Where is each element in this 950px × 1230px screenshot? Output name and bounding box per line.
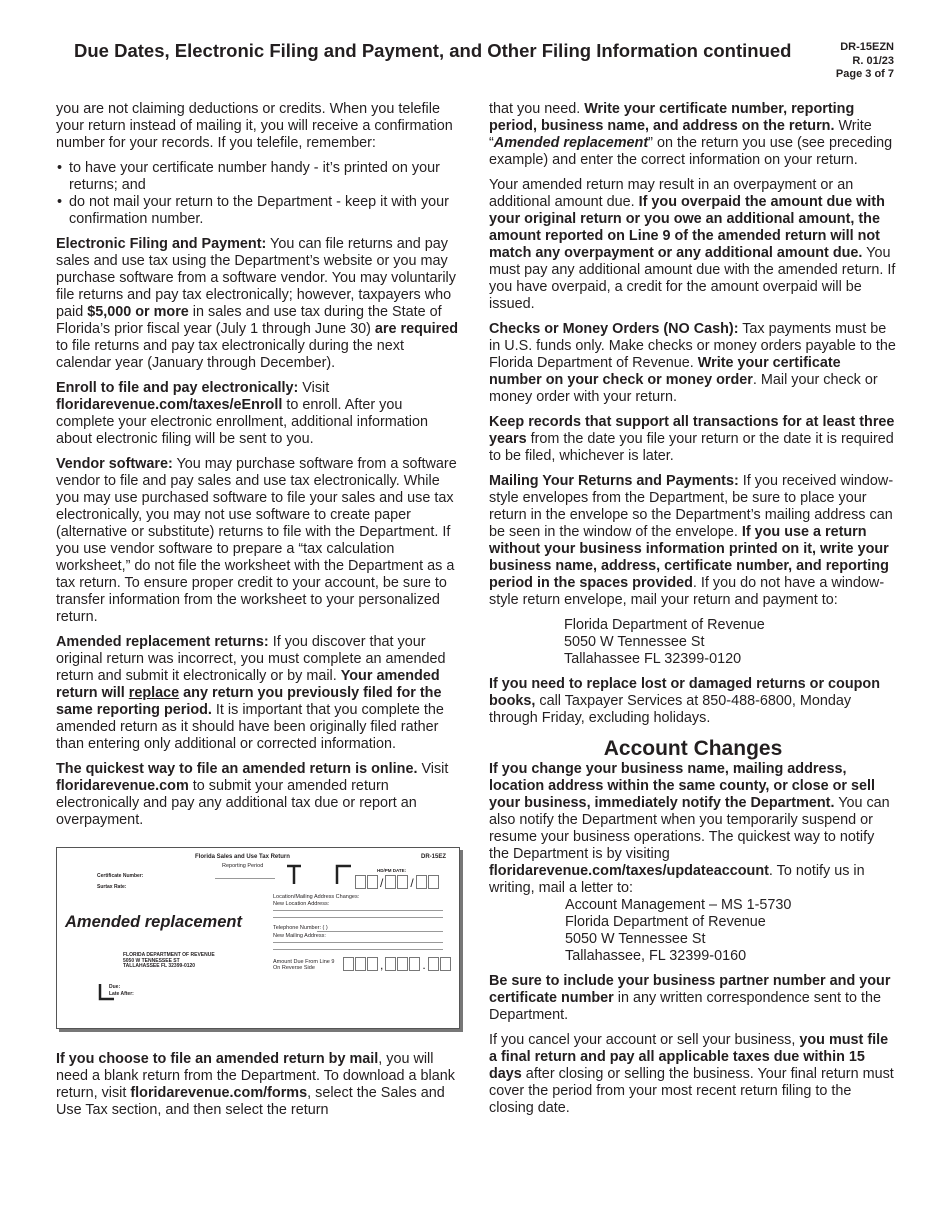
emphasis-part: any return you previously filed for the same reporting period. [56, 685, 442, 718]
paragraph-text: You must pay any additional amount due with the amended return. If you have overpaid, a credit for the amount overpaid will be issued. [489, 245, 896, 312]
digit-box [355, 957, 366, 971]
page-number: Page 3 of 7 [835, 68, 894, 80]
sample-rule [317, 931, 443, 932]
emphasis-part: Your amended return will [56, 668, 440, 701]
sample-amount-boxes [343, 957, 451, 971]
sample-hdate: HD/PM DATE: [377, 868, 407, 873]
form-revision: R. 01/23 [852, 54, 894, 67]
sample-return-image [56, 847, 460, 1029]
quickest-way-paragraph [56, 761, 462, 829]
cancel-account-paragraph [489, 1032, 897, 1117]
address-line: FLORIDA DEPARTMENT OF REVENUE [123, 952, 215, 958]
italic-text: Amended replacement [493, 135, 649, 151]
paragraph-text: . To notify us in writing, mail a letter to: [489, 863, 865, 896]
emphasis-text: you must file a final return and pay all applicable taxes due within 15 days [489, 1032, 889, 1082]
paragraph-text: Write “ [489, 118, 872, 151]
digit-box [367, 957, 378, 971]
section-heading: Amended replacement returns: [56, 634, 269, 650]
amended-replacement-stamp: Amended replacement [65, 913, 242, 931]
digit-box [416, 875, 427, 889]
paragraph-text: You can file returns and pay sales and use tax using the Department’s website or you may purchase software from a software vendor. You may voluntarily file returns and pay tax electronically; however, taxpayers who paid [56, 236, 456, 320]
checks-paragraph [489, 321, 897, 406]
section-heading: Vendor software: [56, 456, 173, 472]
electronic-filing-paragraph [56, 236, 462, 372]
mailing-address [564, 617, 897, 668]
address-line: Florida Department of Revenue [564, 617, 765, 633]
paragraph-text: call Taxpayer Services at 850-488-6800, Monday through Friday, excluding holidays. [489, 693, 852, 726]
digit-box [367, 875, 378, 889]
update-account-link[interactable]: floridarevenue.com/taxes/updateaccount [489, 863, 769, 879]
vendor-software-paragraph [56, 456, 462, 626]
account-changes-paragraph [489, 761, 897, 897]
paragraph-text: after closing or selling the business. Your final return must cover the period from your most recent return filing to the closing date. [489, 1066, 894, 1116]
sample-rule [273, 949, 443, 950]
section-heading: Electronic Filing and Payment: [56, 236, 267, 252]
digit-box [385, 875, 396, 889]
address-line: 5050 W TENNESSEE ST [123, 957, 180, 964]
paragraph-text: that you need. [489, 101, 585, 117]
amended-continued-paragraph [489, 101, 897, 169]
sample-rule [273, 917, 443, 918]
paragraph-text: to submit your amended return electronically and pay any additional tax due or report an overpayment. [56, 778, 417, 828]
sample-dept-address [123, 953, 215, 970]
underlined-word: replace [128, 685, 180, 701]
paragraph-text: , select the Sales and Use Tax section, and then select the return [56, 1085, 445, 1118]
replace-returns-paragraph [489, 676, 897, 727]
sample-reporting-period: Reporting Period [222, 863, 264, 869]
paragraph-text: Visit [417, 761, 449, 777]
digit-box [397, 957, 408, 971]
paragraph-text: in any written correspondence sent to the Department. [489, 990, 881, 1023]
sample-rule [215, 878, 275, 879]
digit-box [428, 875, 439, 889]
address-line: Florida Department of Revenue [565, 914, 766, 930]
sample-date-boxes [355, 875, 439, 889]
address-line: TALLAHASSEE FL 32399-0120 [123, 963, 196, 969]
overpayment-paragraph [489, 177, 897, 313]
eenroll-link[interactable]: floridarevenue.com/taxes/eEnroll [56, 397, 283, 413]
sample-form-number: DR-15EZ [421, 854, 447, 860]
digit-box [428, 957, 439, 971]
sample-form-title: Florida Sales and Use Tax Return [195, 854, 290, 860]
enroll-paragraph [56, 380, 462, 448]
amended-returns-paragraph [56, 634, 462, 753]
date-separator: / [410, 876, 414, 890]
address-line: Tallahassee, FL 32399-0160 [565, 948, 747, 964]
digit-box [409, 957, 420, 971]
paragraph-text: It is important that you complete the amended return as it should have been originally filed rather than entering only additional or corrected information. [56, 702, 444, 752]
section-heading: Be sure to include your business partner number and your certificate number [489, 973, 891, 1006]
section-heading: Mailing Your Returns and Payments: [489, 473, 739, 489]
sample-new-location: New Location Address: [273, 901, 330, 907]
paragraph-text: to enroll. After you complete your electronic enrollment, additional information about electronic filing will be sent to you. [56, 397, 428, 447]
section-heading: Enroll to file and pay electronically: [56, 380, 299, 396]
emphasis-text: Write your certificate number, reporting period, business name, and address on the return. [489, 101, 855, 134]
sample-amount-due-1: Amount Due From Line 9 [273, 959, 335, 965]
address-line: 5050 W Tennessee St [564, 634, 705, 650]
section-heading: If you need to replace lost or damaged returns or coupon books, [489, 676, 881, 709]
digit-box [385, 957, 396, 971]
paragraph-text: Visit [298, 380, 330, 396]
digit-box [397, 875, 408, 889]
digit-box [355, 875, 366, 889]
paragraph-text: If you received window-style envelopes from the Department, be sure to place your return in the envelope so the Department’s mailing address can be seen in the window of the envelope. [489, 473, 894, 540]
sample-new-mailing: New Mailing Address: [273, 933, 326, 939]
sample-surtax-label: Surtax Rate: [97, 884, 127, 890]
emphasis-text: are required [374, 321, 459, 337]
section-heading: Keep records that support all transactions for at least three years [489, 414, 895, 447]
right-column [489, 101, 897, 1125]
address-line: Account Management – MS 1-5730 [565, 897, 792, 913]
emphasis-text: $5,000 or more [87, 304, 189, 320]
paragraph-text: in sales and use tax during the State of Florida’s prior fiscal year (July 1 through June 30) [56, 304, 442, 337]
telefile-reminders [56, 160, 462, 228]
telefile-paragraph: you are not claiming deductions or credits. When you telefile your return instead of mailing it, you will receive a confirmation number for your records. If you telefile, remember: [56, 101, 453, 151]
digit-box [343, 957, 354, 971]
emphasis-text: If you overpaid the amount due with your original return or you owe an additional amount, the amount reported on Line 9 of the amended return will not match any overpayment or any additional amount due. [489, 194, 885, 261]
records-paragraph [489, 414, 897, 465]
by-mail-paragraph [56, 1051, 462, 1119]
paragraph-text: You can also notify the Department when you temporarily suspend or resume your business operations. The quickest way to notify the Department is by visiting [489, 795, 890, 862]
amount-separator: , [380, 958, 384, 972]
paragraph-text: . If you do not have a window-style return envelope, mail your return and payment to: [489, 575, 885, 608]
sample-rule [273, 942, 443, 943]
emphasis-text: If you use a return without your business information printed on it, write your business name, address, certificate number, and reporting period in the spaces provided [489, 524, 889, 591]
sample-amount-due-2: On Reverse Side [273, 965, 315, 971]
sample-certificate-label: Certificate Number: [97, 873, 144, 879]
forms-link[interactable]: floridarevenue.com/forms [130, 1085, 308, 1101]
mailing-paragraph [489, 473, 897, 609]
date-separator: / [380, 876, 384, 890]
section-heading: Checks or Money Orders (NO Cash): [489, 321, 739, 337]
paragraph-text: If you discover that your original return was incorrect, you must complete an amended return and submit it electronically or by mail. [56, 634, 446, 684]
account-management-address [565, 897, 897, 965]
sample-rule [273, 910, 443, 911]
include-numbers-paragraph [489, 973, 897, 1024]
paragraph-text: to file returns and pay tax electronically during the next calendar year (January through December). [56, 338, 404, 371]
form-identifier [836, 41, 894, 82]
address-line: 5050 W Tennessee St [565, 931, 706, 947]
list-item: • to have your certificate number handy - it’s printed on your returns; and [56, 160, 462, 194]
floridarevenue-link[interactable]: floridarevenue.com [56, 778, 189, 794]
sample-phone: Telephone Number: ( ) [273, 925, 328, 931]
digit-box [440, 957, 451, 971]
section-heading: The quickest way to file an amended return is online. [56, 761, 418, 777]
emphasis-text: If you change your business name, mailing address, location address within the same county, or close or sell your business, immediately notify the Department. [489, 761, 875, 811]
paragraph-text: You may purchase software from a software vendor to file and pay sales and use tax electronically. While you may use purchased software to file your sales and use tax electronically, you may not use software to create paper (alternative or substitute) returns to file with the Department. If you use vendor software to prepare a “tax calculation worksheet,” do not file the worksheet with the Department as a tax return. To ensure proper credit to your account, be sure to transfer information from the worksheet to your personalized return. [56, 456, 457, 625]
paragraph-text: . Mail your check or money order with your return. [489, 372, 878, 405]
sample-late-label: Late After: [109, 991, 134, 997]
section-heading: If you choose to file an amended return by mail [56, 1051, 379, 1067]
page-title: Due Dates, Electronic Filing and Payment, and Other Filing Information continued [74, 40, 792, 61]
form-number: DR-15EZN [840, 41, 894, 53]
paragraph-text: If you cancel your account or sell your business, [489, 1032, 800, 1048]
paragraph-text: from the date you file your return or the date it is required to be filed, whichever is later. [489, 431, 894, 464]
left-column [56, 101, 462, 1127]
sample-due-label: Due: [109, 984, 121, 990]
sample-loc-changes: Location/Mailing Address Changes: [273, 894, 360, 900]
amount-separator: . [422, 958, 426, 972]
emphasis-text: Write your certificate number on your check or money order [489, 355, 841, 388]
emphasis-text [494, 135, 648, 151]
list-item: • do not mail your return to the Department - keep it with your confirmation number. [56, 194, 462, 228]
account-changes-heading: Account Changes [603, 737, 783, 760]
paragraph-text: Your amended return may result in an overpayment or an additional amount due. [489, 177, 854, 210]
paragraph-text: ” on the return you use (see preceding example) and enter the correct information on your return. [489, 135, 893, 168]
address-line: Tallahassee FL 32399-0120 [564, 651, 742, 667]
paragraph-text: , you will need a blank return from the Department. To download a blank return, visit [56, 1051, 455, 1101]
paragraph-text: Tax payments must be in U.S. funds only. Make checks or money orders payable to the Florida Department of Revenue. [489, 321, 896, 371]
